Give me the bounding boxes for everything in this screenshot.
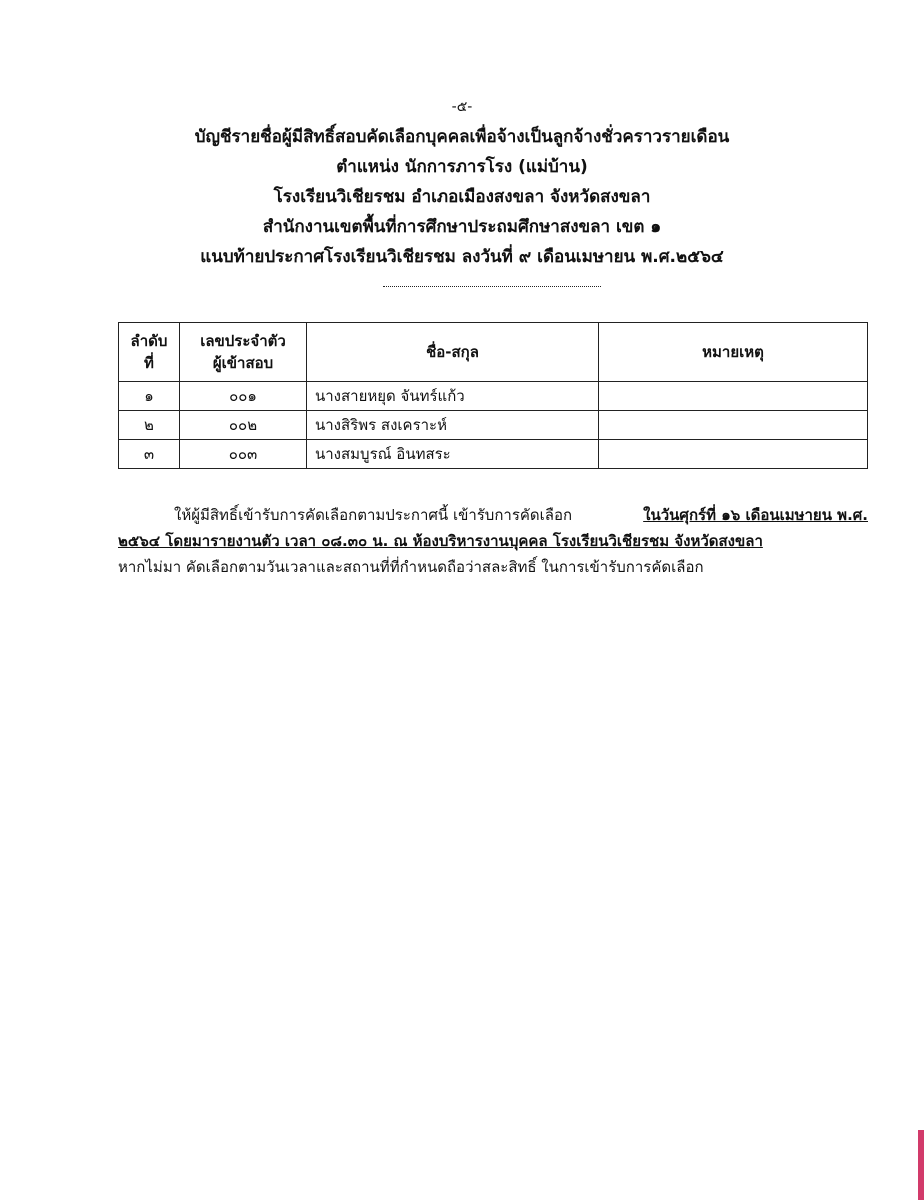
row-seq: ๑ [119, 382, 180, 411]
table-header-row [119, 323, 868, 382]
paragraph-line-2-text: ๒๕๖๔ โดยมารายงานตัว เวลา ๐๘.๓๐ น. ณ ห้องบริหารงานบุคคล โรงเรียนวิเชียรชม จังหวัดสงขลา [118, 532, 763, 550]
row-seq: ๓ [119, 440, 180, 469]
header-exam-id [180, 323, 307, 382]
header-seq: ลำดับที่ [119, 323, 180, 382]
row-exam-id: ๐๐๑ [180, 382, 307, 411]
page-number: -๕- [451, 99, 473, 115]
header-attachment: แนบท้ายประกาศโรงเรียนวิเชียรชม ลงวันที่ ๙ เดือนเมษายน พ.ศ.๒๕๖๔ [200, 247, 724, 267]
paragraph-line-1-date: ในวันศุกร์ที่ ๑๖ เดือนเมษายน พ.ศ. [643, 506, 868, 524]
row-note [599, 411, 868, 440]
row-exam-id: ๐๐๒ [180, 411, 307, 440]
row-name: นางสายหยุด จันทร์แก้ว [307, 382, 599, 411]
page-edge-mark [918, 1130, 924, 1200]
paragraph-line-1 [118, 502, 868, 528]
row-note [599, 382, 868, 411]
table-row [119, 382, 868, 411]
paragraph-line-1-text: ให้ผู้มีสิทธิ์เข้ารับการคัดเลือกตามประกาศนี้ เข้ารับการคัดเลือก [174, 506, 573, 524]
row-seq: ๒ [119, 411, 180, 440]
header-office: สำนักงานเขตพื้นที่การศึกษาประถมศึกษาสงขลา เขต ๑ [262, 217, 662, 237]
header-school: โรงเรียนวิเชียรชม อำเภอเมืองสงขลา จังหวัดสงขลา [273, 187, 651, 207]
row-note [599, 440, 868, 469]
header-position: ตำแหน่ง นักการภารโรง (แม่บ้าน) [336, 157, 588, 177]
dotted-separator [383, 276, 601, 287]
table-row [119, 411, 868, 440]
candidate-table [118, 322, 868, 469]
row-name: นางสมบูรณ์ อินทสระ [307, 440, 599, 469]
header-exam-id-line1: เลขประจำตัว [200, 332, 286, 350]
row-exam-id: ๐๐๓ [180, 440, 307, 469]
header-name: ชื่อ-สกุล [307, 323, 599, 382]
paragraph-line-3 [118, 554, 868, 580]
instruction-paragraph [118, 502, 868, 580]
table-row [119, 440, 868, 469]
paragraph-line-3-text: หากไม่มา คัดเลือกตามวันเวลาและสถานที่ที่กำหนดถือว่าสละสิทธิ์ ในการเข้ารับการคัดเลือก [118, 558, 704, 576]
row-name: นางสิริพร สงเคราะห์ [307, 411, 599, 440]
header-title: บัญชีรายชื่อผู้มีสิทธิ์สอบคัดเลือกบุคคลเพื่อจ้างเป็นลูกจ้างชั่วคราวรายเดือน [194, 127, 730, 147]
document-header [0, 122, 924, 272]
paragraph-line-2 [118, 528, 868, 554]
header-exam-id-line2: ผู้เข้าสอบ [212, 354, 274, 372]
header-note: หมายเหตุ [599, 323, 868, 382]
